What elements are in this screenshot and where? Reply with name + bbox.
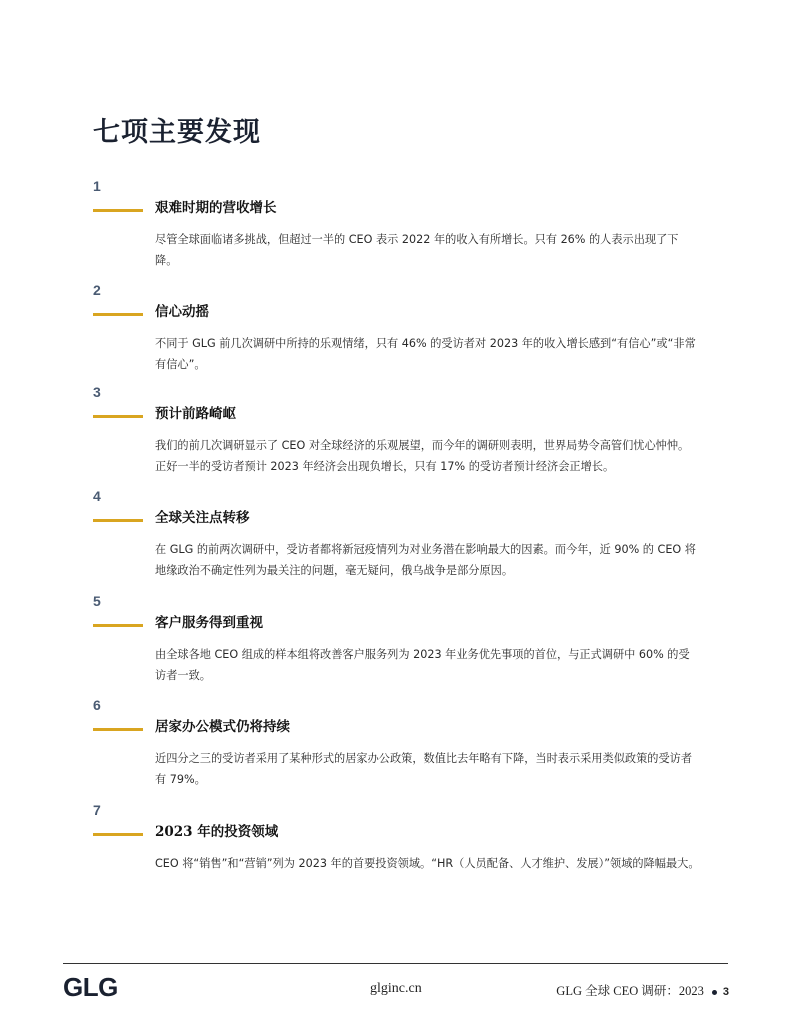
accent-rule: [93, 415, 143, 418]
finding-body: 近四分之三的受访者采用了某种形式的居家办公政策，数值比去年略有下降，当时表示采用类似政策的受访者有 79%。: [155, 752, 693, 786]
page-title: 七项主要发现: [93, 117, 261, 148]
finding-body: 尽管全球面临诸多挑战，但超过一半的 CEO 表示 2022 年的收入有所增长。只有 26% 的人表示出现了下降。: [155, 233, 679, 267]
finding-number: 5: [93, 593, 101, 609]
accent-rule: [93, 624, 143, 627]
finding-heading: 2023 年的投资领域: [155, 824, 279, 840]
finding-number: 1: [93, 178, 101, 194]
accent-rule: [93, 519, 143, 522]
finding-body: 在 GLG 的前两次调研中，受访者都将新冠疫情列为对业务潜在影响最大的因素。而今年，近 90% 的 CEO 将地缘政治不确定性列为最关注的问题，毫无疑问，俄乌战争是部分原因。: [155, 543, 696, 577]
finding-number: 6: [93, 697, 101, 713]
footer-report-info: [556, 981, 729, 999]
finding-heading: 艰难时期的营收增长: [155, 200, 277, 216]
finding-heading: 全球关注点转移: [155, 510, 250, 526]
finding-heading: 居家办公模式仍将持续: [155, 719, 290, 735]
bullet-icon: [712, 990, 717, 995]
accent-rule: [93, 833, 143, 836]
finding-heading: 客户服务得到重视: [155, 615, 263, 631]
finding-body: 不同于 GLG 前几次调研中所持的乐观情绪，只有 46% 的受访者对 2023 年的收入增长感到“有信心”或“非常有信心”。: [155, 337, 696, 371]
finding-heading: 信心动摇: [155, 304, 209, 320]
accent-rule: [93, 313, 143, 316]
finding-number: 4: [93, 488, 101, 504]
finding-number: 7: [93, 802, 101, 818]
finding-body: 我们的前几次调研显示了 CEO 对全球经济的乐观展望，而今年的调研则表明，世界局势令高管们忧心忡忡。正好一半的受访者预计 2023 年经济会出现负增长，只有 17% 的受访者预计经济会正增长。: [155, 439, 690, 473]
finding-body: CEO 将“销售”和“营销”列为 2023 年的首要投资领域。“HR（人员配备、人才维护、发展）”领域的降幅最大。: [155, 857, 700, 870]
finding-number: 2: [93, 282, 101, 298]
finding-heading: 预计前路崎岖: [155, 406, 236, 422]
footer-report-title: GLG 全球 CEO 调研：2023: [556, 984, 704, 998]
footer-site-link[interactable]: glginc.cn: [370, 981, 422, 996]
finding-body: 由全球各地 CEO 组成的样本组将改善客户服务列为 2023 年业务优先事项的首位，与正式调研中 60% 的受访者一致。: [155, 648, 690, 682]
glg-logo: GLG: [63, 972, 118, 1002]
accent-rule: [93, 209, 143, 212]
page-number: 3: [722, 986, 729, 998]
accent-rule: [93, 728, 143, 731]
footer-divider: [63, 963, 728, 964]
finding-number: 3: [93, 384, 101, 400]
